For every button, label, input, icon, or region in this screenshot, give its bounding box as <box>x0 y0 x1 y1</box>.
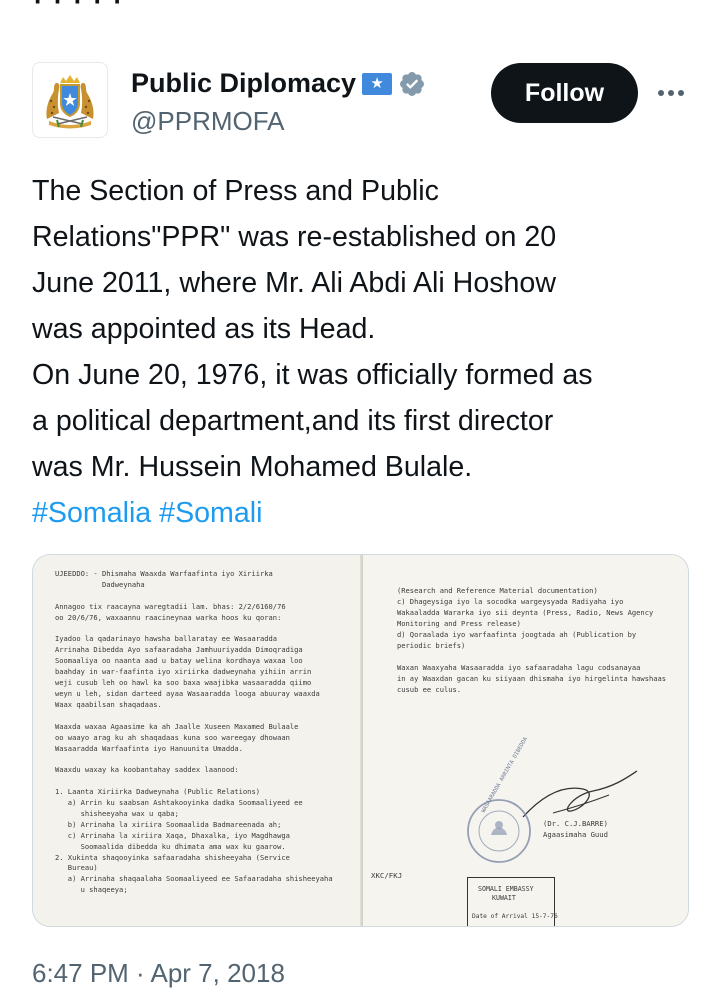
document-line: b) Arrinaha la xiriira Soomaalida Badmareenada ah; <box>55 819 282 829</box>
author-display-name[interactable]: Public Diplomacy <box>131 68 357 98</box>
document-line: baahday in war-faafinta iyo xiriirka dadweynaha yihiin arrin <box>55 667 312 677</box>
post-text-line: June 2011, where Mr. Ali Abdi Ali Hoshow <box>32 267 556 299</box>
dot <box>668 90 674 96</box>
dot <box>678 90 684 96</box>
document-line: weyn u leh, sidan darteed ayaa Wasaaradda looga abuuray waaxda <box>55 688 320 698</box>
document-line: Arrinaha Dibedda Ayo safaaradaha Jamhuuriyadda Dimoqradiga <box>55 645 303 655</box>
document-line: Dadweynaha <box>55 579 145 589</box>
more-options-icon[interactable] <box>653 76 689 110</box>
document-line: Waaxda waxaa Agaasime ka ah Jaalle Xuseen Maxamed Bulaale <box>55 721 299 731</box>
document-line: u shaqeeya; <box>55 885 128 895</box>
previous-post-cut-text: · · · · · <box>34 0 125 16</box>
signature-name: (Dr. C.J.BARRE) <box>543 819 608 828</box>
document-line <box>55 711 333 722</box>
dot <box>658 90 664 96</box>
document-right-text <box>397 585 666 695</box>
document-line: periodic briefs) <box>397 641 466 650</box>
avatar[interactable] <box>32 62 108 138</box>
somalia-flag-icon: ★ <box>362 73 392 95</box>
document-line: c) Arrinaha la xiriira Xaqa, Dhaxalka, iyo Magdhawga <box>55 830 290 840</box>
document-line: in ay Waaxdan gacan ku siiyaan dhismaha iyo hirgelinta hawshaas <box>397 674 667 683</box>
document-line: Soomaaliya oo naanta aad u batay welina kordhaya waxaa loo <box>55 656 303 666</box>
post-text-line: On June 20, 1976, it was officially formed as <box>32 359 593 391</box>
hashtag-somali[interactable]: #Somali <box>159 497 263 529</box>
hashtag-somalia[interactable]: #Somalia <box>32 497 152 529</box>
stamp-line: KUWAIT <box>492 894 516 902</box>
document-right-page <box>363 555 689 926</box>
document-left-page <box>33 555 363 926</box>
document-line <box>55 754 333 765</box>
author-handle[interactable]: @PPRMOFA <box>131 106 285 136</box>
document-line: cusub ee culus. <box>397 685 462 694</box>
document-line: a) Arrin ku saabsan Ashtakooyinka dadka Soomaaliyeed ee <box>55 798 303 808</box>
document-line: Wasaaradda Warfaafinta iyo Hanuunita Umadda. <box>55 743 243 753</box>
official-seal-icon <box>463 795 535 867</box>
verified-badge-icon <box>398 70 426 98</box>
document-reference: XKC/FKJ <box>371 871 403 880</box>
document-line <box>55 591 333 602</box>
post-text-line: a political department,and its first director <box>32 405 554 437</box>
post-text-line: was appointed as its Head. <box>32 313 376 345</box>
document-line: a) Arrinaha shaqaalaha Soomaaliyeed ee Safaaradaha shisheeyaha <box>55 874 333 884</box>
stamp-line: SOMALI EMBASSY <box>478 885 534 893</box>
document-left-text <box>55 569 333 896</box>
document-line: shisheeyaha wax u qaba; <box>55 808 179 818</box>
signature-title: Agaasimaha Guud <box>543 830 608 839</box>
post-text <box>32 168 692 536</box>
document-line: Soomaalida dibedda ku dhimata ama wax ku gaarow. <box>55 841 286 851</box>
post-timestamp[interactable]: 6:47 PM · Apr 7, 2018 <box>32 958 285 988</box>
embassy-stamp <box>467 877 558 927</box>
post-text-line: Relations"PPR" was re-established on 20 <box>32 221 557 253</box>
document-line: Monitoring and Press release) <box>397 619 521 628</box>
document-line: 1. Laanta Xiriirka Dadweynaha (Public Relations) <box>55 787 260 797</box>
document-line <box>55 624 333 635</box>
post-text-line: was Mr. Hussein Mohamed Bulale. <box>32 451 473 483</box>
seal-text: WASAARADDA ARRINTA DIBEDDA <box>480 736 529 814</box>
somalia-coat-of-arms-icon <box>39 69 101 131</box>
stamp-line: Date of Arrival 15-7-76 <box>472 913 558 920</box>
document-line: d) Qoraalada iyo warfaafinta joogtada ah (Publication by <box>397 630 637 639</box>
document-line: Bureau) <box>55 863 98 873</box>
post-text-line: The Section of Press and Public <box>32 175 439 207</box>
document-line: Wakaaladda Wararka iyo sii deynta (Press, Radio, News Agency <box>397 608 654 617</box>
document-line: oo 20/6/76, waxaannu raacineynaa warka hoos ku qoran: <box>55 612 282 622</box>
post-header <box>32 62 688 142</box>
document-line: weji cusub leh oo hawl ka soo baxa waajibka wasaaradda qiimo <box>55 678 312 688</box>
document-line: Waaxdu waxay ka koobantahay saddex laanood: <box>55 765 239 775</box>
document-line: Iyadoo la qadarinayo hawsha ballaratay ee Wasaaradda <box>55 634 278 644</box>
document-line: c) Dhageysiga iyo la socodka wargeysyada Radiyaha iyo <box>397 597 624 606</box>
document-line <box>55 776 333 787</box>
document-line: 2. Xukinta shaqooyinka safaaradaha shisheeyaha (Service <box>55 852 290 862</box>
attached-document-image[interactable] <box>32 554 689 927</box>
hashtags-line <box>32 490 692 536</box>
document-line: Waxan Waaxyaha Wasaaradda iyo safaaradaha lagu codsanayaa <box>397 663 641 672</box>
document-line: Annagoo tix raacayna waregtadii lam. bhas: 2/2/6160/76 <box>55 601 286 611</box>
document-line: Waax qaabilsan shaqadaas. <box>55 699 162 709</box>
document-line: (Research and Reference Material documentation) <box>397 586 598 595</box>
follow-button[interactable]: Follow <box>491 63 638 123</box>
document-line: oo waayo arag ku ah shaqadaas kuna soo wareegay dhowaan <box>55 732 290 742</box>
document-line: UJEEDDO: - Dhismaha Waaxda Warfaafinta iyo Xiriirka <box>55 569 273 578</box>
document-line <box>397 651 666 662</box>
author-name-row[interactable] <box>131 68 426 99</box>
